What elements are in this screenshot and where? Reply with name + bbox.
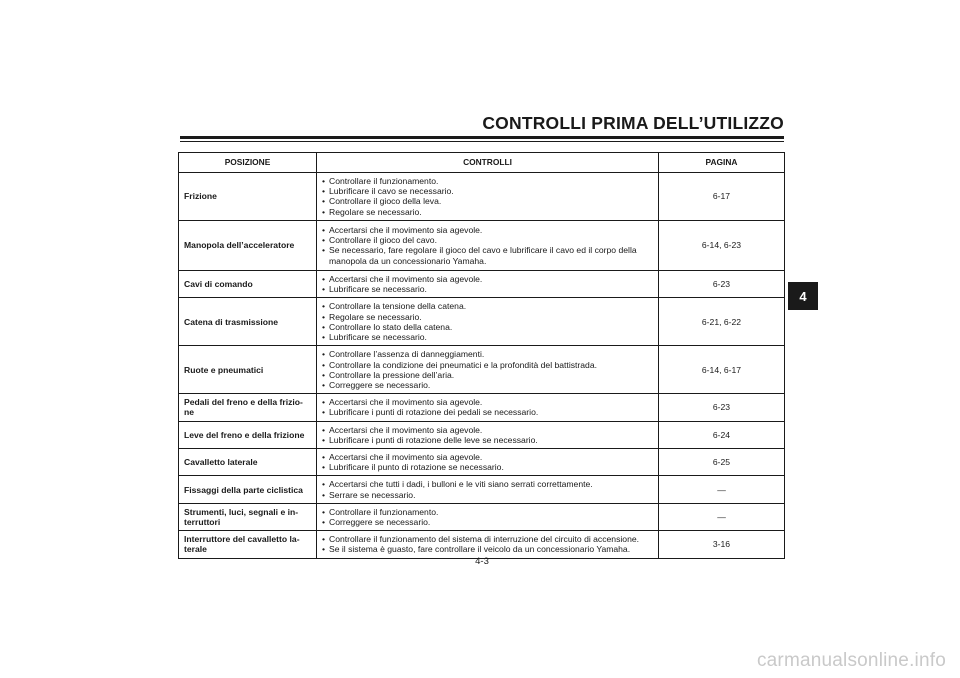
row-position: Catena di trasmissione (179, 298, 317, 346)
row-page: 6-14, 6-23 (659, 220, 785, 270)
row-position: Cavi di comando (179, 270, 317, 297)
check-list (322, 301, 653, 342)
check-item: • Controllare il funzionamento. (322, 176, 653, 186)
check-item: • Controllare lo stato della catena. (322, 322, 653, 332)
row-checks (317, 449, 659, 476)
row-position: Manopola dell’acceleratore (179, 220, 317, 270)
check-item: • Controllare il gioco del cavo. (322, 235, 653, 245)
check-item: • Controllare l’assenza di danneggiamenti. (322, 349, 653, 359)
pre-operation-check-table (178, 152, 785, 559)
check-item: • Lubrificare il punto di rotazione se necessario. (322, 462, 653, 472)
check-item: • Se il sistema è guasto, fare controllare il veicolo da un concessionario Yamaha. (322, 544, 653, 554)
row-page: 6-25 (659, 449, 785, 476)
row-position: Strumenti, luci, segnali e in-terruttori (179, 503, 317, 530)
row-page: 6-24 (659, 421, 785, 448)
row-checks (317, 220, 659, 270)
row-page: 6-21, 6-22 (659, 298, 785, 346)
table-header-row (179, 153, 785, 173)
title-rule-thin (180, 141, 784, 142)
row-page: 6-14, 6-17 (659, 346, 785, 394)
check-list (322, 452, 653, 472)
row-checks (317, 298, 659, 346)
row-position: Ruote e pneumatici (179, 346, 317, 394)
check-item: • Controllare il funzionamento del sistema di interruzione del circuito di accensione. (322, 534, 653, 544)
table-body (179, 173, 785, 559)
check-item: • Lubrificare il cavo se necessario. (322, 186, 653, 196)
row-checks (317, 173, 659, 221)
table-row (179, 476, 785, 503)
table-row (179, 346, 785, 394)
table-row (179, 449, 785, 476)
row-position: Pedali del freno e della frizio-ne (179, 394, 317, 421)
row-page: 6-23 (659, 270, 785, 297)
watermark: carmanualsonline.info (756, 650, 946, 671)
table-row (179, 394, 785, 421)
row-checks (317, 346, 659, 394)
page-number: 4-3 (475, 556, 489, 567)
row-checks (317, 531, 659, 558)
table-row (179, 173, 785, 221)
table-row (179, 421, 785, 448)
check-list (322, 274, 653, 294)
table-row (179, 531, 785, 558)
row-checks (317, 270, 659, 297)
row-page: 6-17 (659, 173, 785, 221)
table-row (179, 298, 785, 346)
check-list (322, 479, 653, 499)
row-checks (317, 503, 659, 530)
row-checks (317, 394, 659, 421)
check-item: • Controllare il funzionamento. (322, 507, 653, 517)
row-page: — (659, 503, 785, 530)
chapter-tab: 4 (788, 282, 818, 310)
check-item: • Accertarsi che il movimento sia agevole. (322, 425, 653, 435)
check-item: • Controllare la pressione dell’aria. (322, 370, 653, 380)
check-list (322, 507, 653, 527)
column-header-page: PAGINA (659, 153, 785, 173)
check-item: • Controllare il gioco della leva. (322, 196, 653, 206)
title-rule-thick (180, 136, 784, 139)
check-item: • Lubrificare i punti di rotazione delle leve se necessario. (322, 435, 653, 445)
check-list (322, 534, 653, 554)
check-item: • Lubrificare se necessario. (322, 284, 653, 294)
row-checks (317, 476, 659, 503)
table-row (179, 503, 785, 530)
check-list (322, 349, 653, 390)
column-header-position: POSIZIONE (179, 153, 317, 173)
check-item: • Regolare se necessario. (322, 207, 653, 217)
check-item: • Regolare se necessario. (322, 312, 653, 322)
check-list (322, 225, 653, 266)
table-row (179, 220, 785, 270)
row-position: Fissaggi della parte ciclistica (179, 476, 317, 503)
check-item: • Lubrificare se necessario. (322, 332, 653, 342)
check-list (322, 397, 653, 417)
check-item: • Controllare la condizione dei pneumatici e la profondità del battistrada. (322, 360, 653, 370)
row-position: Interruttore del cavalletto la-terale (179, 531, 317, 558)
check-item: • Accertarsi che il movimento sia agevole. (322, 225, 653, 235)
check-item: • Lubrificare i punti di rotazione dei pedali se necessario. (322, 407, 653, 417)
check-item: • Serrare se necessario. (322, 490, 653, 500)
check-item: • Se necessario, fare regolare il gioco del cavo e lubrificare il cavo ed il corpo della manopola da un concessionario Yamaha. (322, 245, 653, 265)
check-item: • Accertarsi che il movimento sia agevole. (322, 452, 653, 462)
check-list (322, 425, 653, 445)
row-position: Cavalletto laterale (179, 449, 317, 476)
row-page: 6-23 (659, 394, 785, 421)
row-position: Frizione (179, 173, 317, 221)
check-item: • Accertarsi che il movimento sia agevole. (322, 274, 653, 284)
check-item: • Controllare la tensione della catena. (322, 301, 653, 311)
check-list (322, 176, 653, 217)
check-item: • Accertarsi che tutti i dadi, i bulloni e le viti siano serrati correttamente. (322, 479, 653, 489)
row-page: — (659, 476, 785, 503)
row-position: Leve del freno e della frizione (179, 421, 317, 448)
check-item: • Correggere se necessario. (322, 517, 653, 527)
row-checks (317, 421, 659, 448)
check-item: • Accertarsi che il movimento sia agevole. (322, 397, 653, 407)
table-row (179, 270, 785, 297)
column-header-checks: CONTROLLI (317, 153, 659, 173)
page-title: CONTROLLI PRIMA DELL’UTILIZZO (482, 113, 784, 133)
row-page: 3-16 (659, 531, 785, 558)
check-item: • Correggere se necessario. (322, 380, 653, 390)
